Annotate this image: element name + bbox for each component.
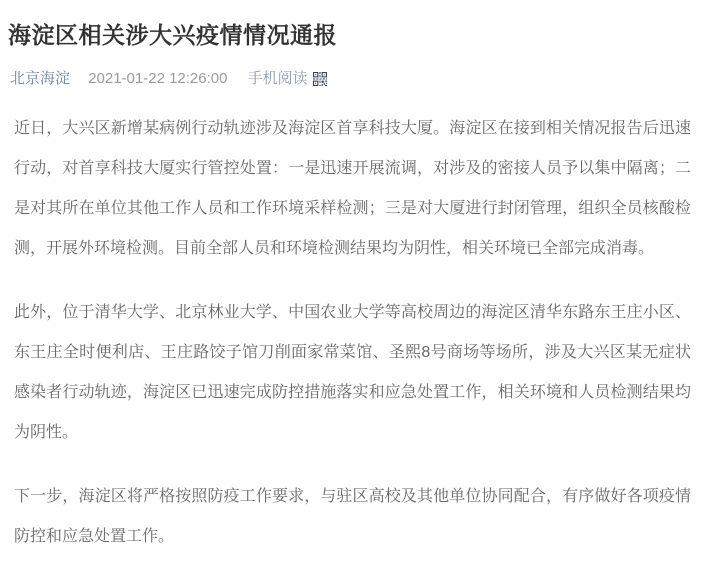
article-body (0, 109, 705, 557)
paragraph-3: 下一步，海淀区将严格按照防疫工作要求，与驻区高校及其他单位协同配合，有序做好各项疫情防控和应急处置工作。 (14, 488, 691, 546)
paragraph-1: 近日，大兴区新增某病例行动轨迹涉及海淀区首享科技大厦。海淀区在接到相关情况报告后迅速行动，对首享科技大厦实行管控处置：一是迅速开展流调，对涉及的密接人员予以集中隔离；二是对其所在单位其他工作人员和工作环境采样检测；三是对大厦进行封闭管理，组织全员核酸检测，开展外环境检测。目前全部人员和环境检测结果均为阴性，相关环境已全部完成消毒。 (14, 120, 691, 258)
article-meta (0, 69, 705, 89)
article-source: 北京海淀 (10, 70, 71, 87)
qrcode-icon[interactable] (313, 72, 327, 86)
mobile-read-control[interactable] (248, 69, 327, 89)
page-title: 海淀区相关涉大兴疫情情况通报 (8, 22, 337, 48)
publish-datetime: 2021-01-22 12:26:00 (88, 70, 228, 87)
mobile-read-label: 手机阅读 (247, 70, 308, 88)
paragraph-2: 此外，位于清华大学、北京林业大学、中国农业大学等高校周边的海淀区清华东路东王庄小区、东王庄全时便利店、王庄路饺子馆刀削面家常菜馆、圣熙8号商场等场所，涉及大兴区某无症状感染者行动轨迹，海淀区已迅速完成防控措施落实和应急处置工作，相关环境和人员检测结果均为阴性。 (14, 304, 691, 442)
